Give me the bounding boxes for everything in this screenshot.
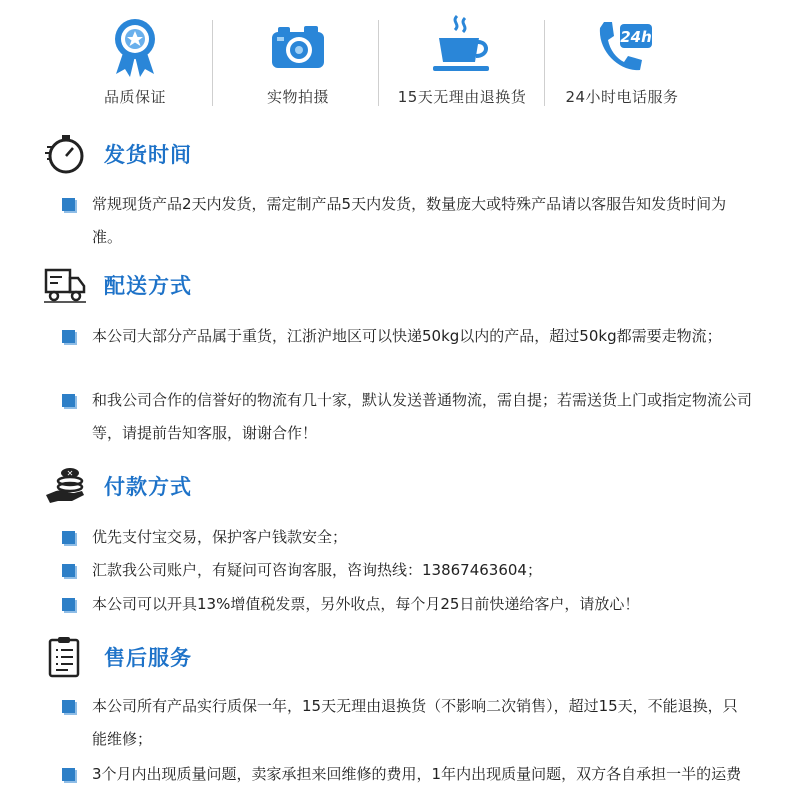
- list-item: [62, 554, 752, 587]
- service-badges: [0, 0, 800, 120]
- section-title: 付款方式: [104, 475, 192, 499]
- section-title: 售后服务: [104, 646, 192, 670]
- coffee-cup-icon: [431, 14, 493, 80]
- bullet-square-icon: [62, 700, 75, 713]
- list-item-text: 本公司可以开具13%增值税发票，另外收点，每个月25日前快递给客户，请放心！: [92, 595, 640, 613]
- phone-24h-text: 24h: [620, 28, 652, 46]
- list-item: [62, 758, 752, 791]
- section-after-sales-header: [0, 636, 800, 680]
- list-item: [62, 188, 752, 254]
- bullet-square-icon: [62, 394, 75, 407]
- badge-return: [382, 0, 542, 120]
- list-item: [62, 384, 752, 450]
- list-item-text: 3个月内出现质量问题，卖家承担来回维修的费用，1年内出现质量问题，双方各自承担一半的运费: [92, 765, 742, 783]
- badge-quality: [55, 0, 215, 120]
- badge-divider: [378, 20, 379, 106]
- bullet-square-icon: [62, 531, 75, 544]
- bullet-square-icon: [62, 564, 75, 577]
- badge-label: 实物拍摄: [266, 88, 329, 106]
- clipboard-icon: [44, 636, 86, 678]
- list-item: [62, 521, 752, 554]
- badge-real-photo: [218, 0, 378, 120]
- section-title: 发货时间: [104, 143, 192, 167]
- list-item-text: 本公司所有产品实行质保一年，15天无理由退换货（不影响二次销售），超过15天，不能退换，只能维修；: [92, 697, 738, 748]
- section-delivery-header: [0, 264, 800, 308]
- bullet-square-icon: [62, 198, 75, 211]
- badge-label: 15天无理由退换货: [397, 88, 527, 106]
- list-item-text: 常规现货产品2天内发货，需定制产品5天内发货，数量庞大或特殊产品请以客服告知发货时间为准。: [92, 195, 727, 246]
- list-item-text: 汇款我公司账户，有疑问可咨询客服，咨询热线：13867463604；: [92, 561, 542, 579]
- bullet-square-icon: [62, 768, 75, 781]
- list-item: [62, 690, 752, 756]
- badge-label: 品质保证: [103, 88, 166, 106]
- stopwatch-icon: [44, 133, 86, 175]
- bullet-square-icon: [62, 598, 75, 611]
- award-ribbon-icon: [110, 16, 160, 82]
- list-item: [62, 320, 752, 353]
- list-item: [62, 588, 752, 621]
- section-title: 配送方式: [104, 274, 192, 298]
- list-item-text: 本公司大部分产品属于重货，江浙沪地区可以快递50kg以内的产品，超过50kg都需要走物流；: [92, 327, 722, 345]
- bullet-square-icon: [62, 330, 75, 343]
- delivery-truck-icon: [44, 264, 86, 306]
- section-shipping-time-header: [0, 133, 800, 177]
- hand-coins-icon: [44, 465, 86, 507]
- list-item-text: 和我公司合作的信誉好的物流有几十家，默认发送普通物流，需自提；若需送货上门或指定物流公司等，请提前告知客服，谢谢合作！: [92, 391, 753, 442]
- section-payment-header: [0, 465, 800, 509]
- badge-phone-service: [542, 0, 702, 120]
- svg-text:✕: ✕: [66, 469, 74, 478]
- camera-icon: [270, 22, 326, 74]
- badge-label: 24小时电话服务: [565, 88, 679, 106]
- phone-24h-icon: [590, 18, 654, 78]
- list-item-text: 优先支付宝交易，保护客户钱款安全；: [92, 528, 348, 546]
- badge-divider: [212, 20, 213, 106]
